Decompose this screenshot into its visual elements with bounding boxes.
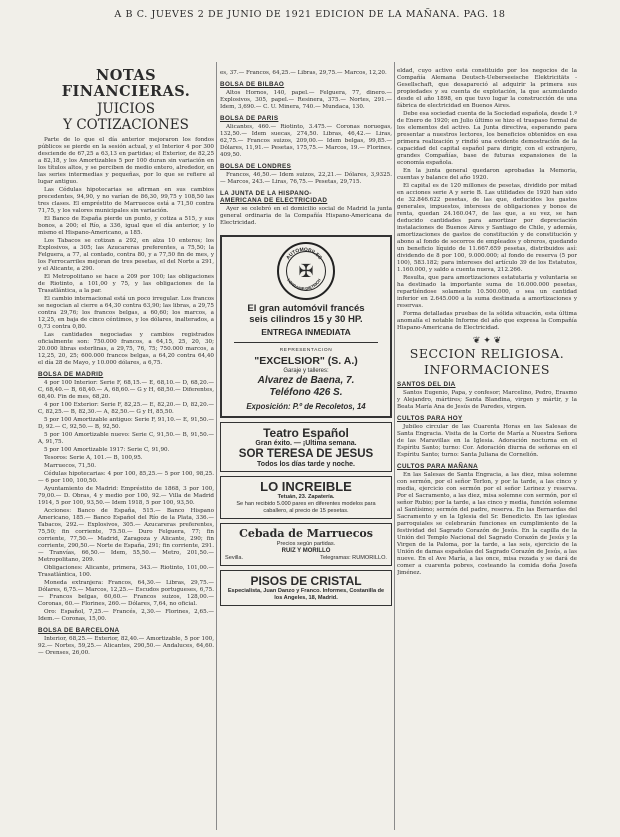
paragraph: Parte de lo que el día anterior mejoraron los fondos públicos se pierde en la sesión actual, y el Interior 4 por 300 desciende de 67,25 a 63,13 en partidas; el Exterior, de 82,25 a 82,18, y los Amortizables 5 por 100 duran sin variación en los títulos altos, y se perciben de medio entero, alrededor, en las series intermedias y pequeñas, por lo que se refiere al lugar antiguo. [38, 137, 214, 185]
heading-bolsa-madrid: BOLSA DE MADRID [38, 371, 104, 378]
column-divider [216, 62, 217, 830]
heading-junta: LA JUNTA DE LA HISPANO- [220, 190, 312, 197]
quote-line: Cédulas hipotecarias: 4 por 100, 85,25.— 5 por 100, 98,25.— 6 por 100, 100,50. [38, 471, 214, 484]
paragraph: Los Tabacos se cotizan a 292, en alza 10 enteros; los Explosivos, a 305; las Azucareras preferentes, a 75,50; la Felguera, a 77, al contado, contra 80, y a 77,50 fin de mes, y los Ferrocarriles mejoran de tres pesetas, el del Norte a 291, y el Alicante, a 290. [38, 238, 214, 272]
quote-line: 4 por 100 Exterior: Serie F, 82,25.— E, 82,20.— D, 82,20.— C, 82,25.— B, 82,30.— A, 82,50.— G y H, 85,50. [38, 402, 214, 415]
ad-title: PISOS DE CRISTAL [250, 574, 362, 588]
ad-line: REPRESENTACION [279, 348, 333, 353]
quote-line: 5 por 100 Amortizable 1917: Serie C, 91,90. [44, 447, 170, 453]
ornament-icon: ❦ ✦ ❦ [472, 336, 502, 346]
ad-line: Precios según partidas. [276, 541, 336, 547]
column-divider [394, 62, 395, 830]
ad-line: RUIZ Y MORILLO [281, 548, 331, 554]
ad-teatro [220, 422, 392, 472]
quote-line: Interior, 68,25.— Exterior, 82,40.— Amortizable, 5 por 100, 92.— Nortes, 59,25.— Alicantes, 290,50.— Andaluces, 64,60.— Orenses, 26,00. [38, 636, 214, 656]
paragraph: Santos Eugenio, Papa, y confesor; Marcelino, Pedro, Erasmo y Alejandro, mártires; Santa Blandina, virgen y mártir, y la Beata María Ana de Jesús de Paredes, virgen. [397, 390, 577, 410]
page-header: A B C. JUEVES 2 DE JUNIO DE 1921 EDICION DE LA MAÑANA. PAG. 18 [114, 9, 506, 20]
ad-city: Sevilla. [225, 555, 244, 561]
heading-bolsa-paris: BOLSA DE PARIS [220, 115, 279, 122]
ad-pisos [220, 570, 392, 606]
section-title: SECCION RELIGIOSA. [409, 346, 565, 361]
paragraph: Las cantidades negociadas y cambios registrados oficialmente son: 750.000 francos, a 64,15, 25, 20, 30; 20.000 libras esterlinas, a 29,75, 76, 75; 750.000 marcos, a 12,25, 20, 25; 600.000 francos belgas, a 64,20 contra 64,40 el día 28 de Mayo, y 10.000 dólares, a 6,75. [38, 332, 214, 366]
ad-play: SOR TERESA DE JESUS [238, 448, 374, 460]
heading-cultos-hoy: CULTOS PARA HOY [397, 415, 463, 422]
quote-line: Marruecos, 71,50. [44, 463, 97, 469]
paragraph: En la junta general quedaron aprobadas la Memoria, cuentas y balance del año 1920. [397, 168, 577, 181]
quote-line: Oro: Español, 7,25.— Francés, 2,30.— Florines, 2,65.— Idem.— Coronas, 15,00. [38, 609, 214, 622]
paragraph: Altos Hornos, 140, papel.— Felguera, 77, dinero.— Explosivos, 305, papel.— Resinera, 375.— Nortes, 291.— Idem, 3,690.— C. U. Minera, 740.— Mundaca, 130. [220, 90, 392, 110]
ad-increible [220, 476, 392, 519]
heading-cultos-manana: CULTOS PARA MAÑANA [397, 463, 479, 470]
heading-bolsa-londres: BOLSA DE LONDRES [220, 163, 292, 170]
paragraph: En las Salesas de Santa Engracia, a las diez, misa solemne con sermón, por el señor Terlon, y por la tarde, a las cinco y media, ejercicio con sermón por el señor Lerinez y reserva. Por el Sacramento, a las diez, misa solemne con sermón, por el señor Rubio; por la tarde, a las cinco y media, función solemne al Santísimo; sermón del padre, reserva. En las Bernardas del Sacramento y en la Iglesia del Sr. Benedicto. En las iglesias parroquiales se celebrarán funciones en cumplimiento de la festividad del Sagrado Corazón de Jesús. En la capilla de la Unión del Templo Nacional del Sagrado Corazón de Jesús y la Virgen de la Paloma, por la tarde, a las seis, ejercicio de la Unión de damas españolas del Sagrado Corazón de Jesús, a las nueve. En el Ave María, a las once, misa rezada y se dará de comer a cuarenta pobres, costeando la comida doña Josefa Jiménez. [397, 472, 577, 576]
paragraph: Forma detalladas pruebas de la sólida situación, esta última anomalía el notable Informe del año que expresa la Compañía Hispano-Americana de Electricidad. [397, 311, 577, 331]
cross-icon: ✠ [298, 261, 314, 281]
seal-ring-icon [277, 242, 331, 296]
ad-line: Exposición: P.º de Recoletos, 14 [246, 402, 366, 411]
column-electric-religious [397, 68, 577, 832]
seal-bottom-text: LORRAINE-DIETRICH [286, 277, 322, 292]
paragraph: Alicantes, 460.— Riotinto, 3.475.— Coronas noruegas, 132,50.— Idem suecas, 274,50. Libras, 46,42.— Liras, 62,75.— Francos suizos, 209,00.— Idem belgas, 99,85.— Dólares, 11,91.— Pesetas, 175,75.— Marcos, 19.— Florines, 409,50. [220, 124, 392, 158]
ad-line: ENTREGA INMEDIATA [261, 327, 351, 337]
section-subtitle: Y COTIZACIONES [63, 117, 189, 133]
brand-seal [277, 242, 335, 300]
quote-line: Acciones: Banco de España, 515.— Banco Hispano Americano, 185.— Banco Español del Río de la Plata, 336.— Tabacos, 292.— Explosivos, 305.— Azucareras preferentes, 75,50; fin corriente, 75.50.— Duro Felguera, 77; fin corriente, 77,50.— Madrid, Zaragoza y Alicante, 290; fin corriente, 290,50.— Norte de España, 291; fin corriente, 291.— Tranvías, 66,50.— Idem, 55,50.— Metro, 201,50.— Metropolitano, 209. [38, 508, 214, 563]
ad-line: Gran éxito. — ¡Ultima semana. [255, 440, 357, 447]
column-markets-ads [220, 70, 392, 834]
heading-santos: SANTOS DEL DIA [397, 381, 456, 388]
heading-bolsa-bilbao: BOLSA DE BILBAO [220, 81, 285, 88]
paragraph: Jubileo circular de las Cuarenta Horas en las Salesas de Santa Engracia. Visita de la Corte de María a Nuestra Señora de las Maravillas en la Iglesia. Adoración nocturna en el Espíritu Santo; turno: Cor. Adoración diurna de señoras en el Espíritu Santo; turno: Santa Juliana de Cornelión. [397, 424, 577, 458]
paragraph: eldad, cuyo activo está constituido por los negocios de la Compañía Alemana Deutsch-Ueberseeische Elektricitäts - Gesellschaft, que desapareció al adquirir la primera sus propiedades y su cuenta de explotación, la que acumulando desde el año 1898, en que tuvo lugar la construcción de una fábrica de electricidad en Buenos Aires. [397, 68, 577, 109]
paragraph: es, 37.— Francos, 64,25.— Libras, 29,75.— Marcos, 12,20. [220, 70, 387, 76]
ad-line: Garaje y talleres: [283, 368, 329, 374]
quote-line: Moneda extranjera: Francos, 64,30.— Libras, 29,75.— Dólares, 6,75.— Marcos, 12,25.— Escudos portugueses, 6,75.— Francos belgas, 60,60.— Francos suizos, 128,00.— Coronas, 60.— Florines, 260.— Dólares, 7,64, no oficial. [38, 580, 214, 607]
svg-text:AUTOMOBILES [285, 247, 323, 262]
seal-top-text: AUTOMOBILES [285, 246, 323, 261]
section-title: NOTAS FINANCIERAS. [61, 68, 191, 100]
ad-line: Especialista, Juan Danzo y Franco. Informes, Costanilla de los Angeles, 18, Madrid. [227, 588, 385, 601]
paragraph: El cambio internacional está un poco irregular. Los francos se negocian al cierre a 64,30 contra 63,90; las libras, a 29,75 contra 29,76; los francos belgas, a 60,60; los marcos, a 12,25, en baja de cinco céntimos, y los dólares, inalterados, a 0,73 contra 0,80. [38, 296, 214, 330]
ad-line: Se han recibido 5.000 pares en diferentes modelos para caballero, al precio de 15 pesetas. [236, 501, 376, 514]
ad-line: seis cilindros 15 y 30 HP. [249, 314, 363, 325]
quote-line: 5 por 100 Amortizable antiguo: Serie F, 91,10.— E, 91,50.— D, 92.— C, 92,50.— B, 92,50. [38, 417, 214, 430]
heading-junta: AMERICANA DE ELECTRICIDAD [220, 197, 328, 204]
ad-address: Alvarez de Baena, 7. [257, 375, 355, 386]
ad-phone: Teléfono 426 S. [269, 387, 343, 398]
quote-line: Ayuntamiento de Madrid: Empréstito de 1868, 3 por 100, 79,00.— D. Obras, 4 y medio por 100, 92.— Villa de Madrid 1914, 5 por 100, 93,50.— Idem 1918, 5 por 100, 93,50. [38, 486, 214, 506]
ad-footer [225, 555, 387, 562]
quote-line: 5 por 100 Amortizable nuevo: Serie C, 91,50.— B, 91,50.— A, 91,75. [38, 432, 214, 445]
quote-line: Tesoros: Serie A, 101.— B, 100,95. [44, 455, 143, 461]
ad-line: El gran automóvil francés [247, 303, 365, 314]
paragraph: Las Cédulas hipotecarias se afirman en sus cambios precedentes, 94,90, y no varían de 86,30, 99,75 y 108,50 las tres clases. El empréstito de Marruecos está a 71,50 contra 71,75, y los valores municipales sin variación. [38, 187, 214, 214]
paragraph: Debe esa sociedad cuenta de la Sociedad española, desde 1.º de Enero de 1920; en Julio último se hizo el traspaso formal de los elementos del activo. La Junta directiva, esperando para presentar a nuestros lectores, los beneficios obtenidos en esa primera realización y rindió una evidente demostración de la capacidad del capital español para dirigir, con el extranjero, grandes Compañías, base de futuras expansiones de la economía española. [397, 111, 577, 166]
paragraph: El Metropolitano se hace a 209 por 100; las obligaciones de Riotinto, a 101,00 y 75, y las obligaciones de la Trasatlántica, a la par. [38, 274, 214, 294]
ad-automobile [220, 235, 392, 418]
ad-tel: Telegramas: RUMORILLO. [320, 555, 387, 561]
column-financial-notes [38, 68, 214, 832]
ad-line: Tetuán, 23. Zapatería. [277, 494, 335, 500]
heading-bolsa-barcelona: BOLSA DE BARCELONA [38, 627, 120, 634]
svg-text:LORRAINE-DIETRICH [286, 278, 322, 291]
paragraph: Ayer se celebró en el domicilio social de Madrid la junta general ordinaria de la Compañía Hispano-Americana de Electricidad. [220, 206, 392, 226]
section-title: INFORMACIONES [424, 362, 550, 377]
paragraph: Resulta, que para amortizaciones estatutaria y voluntaria se ha destinado la importante suma de 16.000.000 pesetas, repartiéndose solamente 10.500.000, o sea un cantidad inferior en 2.645.000 a la suma destinada a amortizaciones y reservas. [397, 275, 577, 309]
paragraph: Francos, 46,50.— Idem suizos, 22,21.— Dólares, 3,9325.— Marcos, 243.— Liras, 76,75.— Pesetas, 29,715. [220, 172, 392, 185]
ad-title: LO INCREIBLE [260, 479, 352, 494]
section-subtitle: JUICIOS [96, 101, 156, 117]
ad-cebada [220, 523, 392, 566]
paragraph: El capital es de 120 millones de pesetas, dividido por mitad en acciones serie A y serie B. Las utilidades de 1920 han sido de 32.846.622 pesetas, de las que, deducidos los gastos generales, impuestos, intereses de obligaciones y bonos de renta, quedan 24.160.047, de las que, a su vez, se han deducido cantidades para amortizar por depreciación instalaciones de Buenos Aires y Santiago de Chile, y además, amortizaciones de gastos de constitución y de constitución y abono al fondo de socorros de empleados y obreros, quedando un beneficio líquido de 11.667.659 pesetas, distribuidos así: dividendo de 8 por 100, 9.000.000; al fondo de reserva (5 por 100), 583.182; para intereses del artículo 39 de los Estatutos, 1.160.000, y saldo a cuenta nueva, 212.266. [397, 183, 577, 273]
quote-line: 4 por 100 Interior: Serie F, 68,15.— E, 68,10.— D, 68,20.— C, 68,40.— B, 68,40.— A, 68,60.— G y H, 68,50.— Diferentes, 68,40. Fin de mes, 68,20. [38, 380, 214, 400]
paragraph: El Banco de España pierde un punto, y cotiza a 515, y sus bonos, a 200; el Río, a 336, igual que el día anterior, y lo mismo el Hispano-Americano, a 185. [38, 216, 214, 236]
ad-brand: "EXCELSIOR" (S. A.) [254, 355, 358, 367]
quote-line: Obligaciones: Alicante, primera, 343.— Riotinto, 101,00.— Trasatlántica, 100. [38, 565, 214, 578]
ad-title: Cebada de Marruecos [239, 527, 373, 540]
ad-line: Todos los días tarde y noche. [257, 461, 355, 468]
ad-title: Teatro Español [263, 426, 349, 440]
